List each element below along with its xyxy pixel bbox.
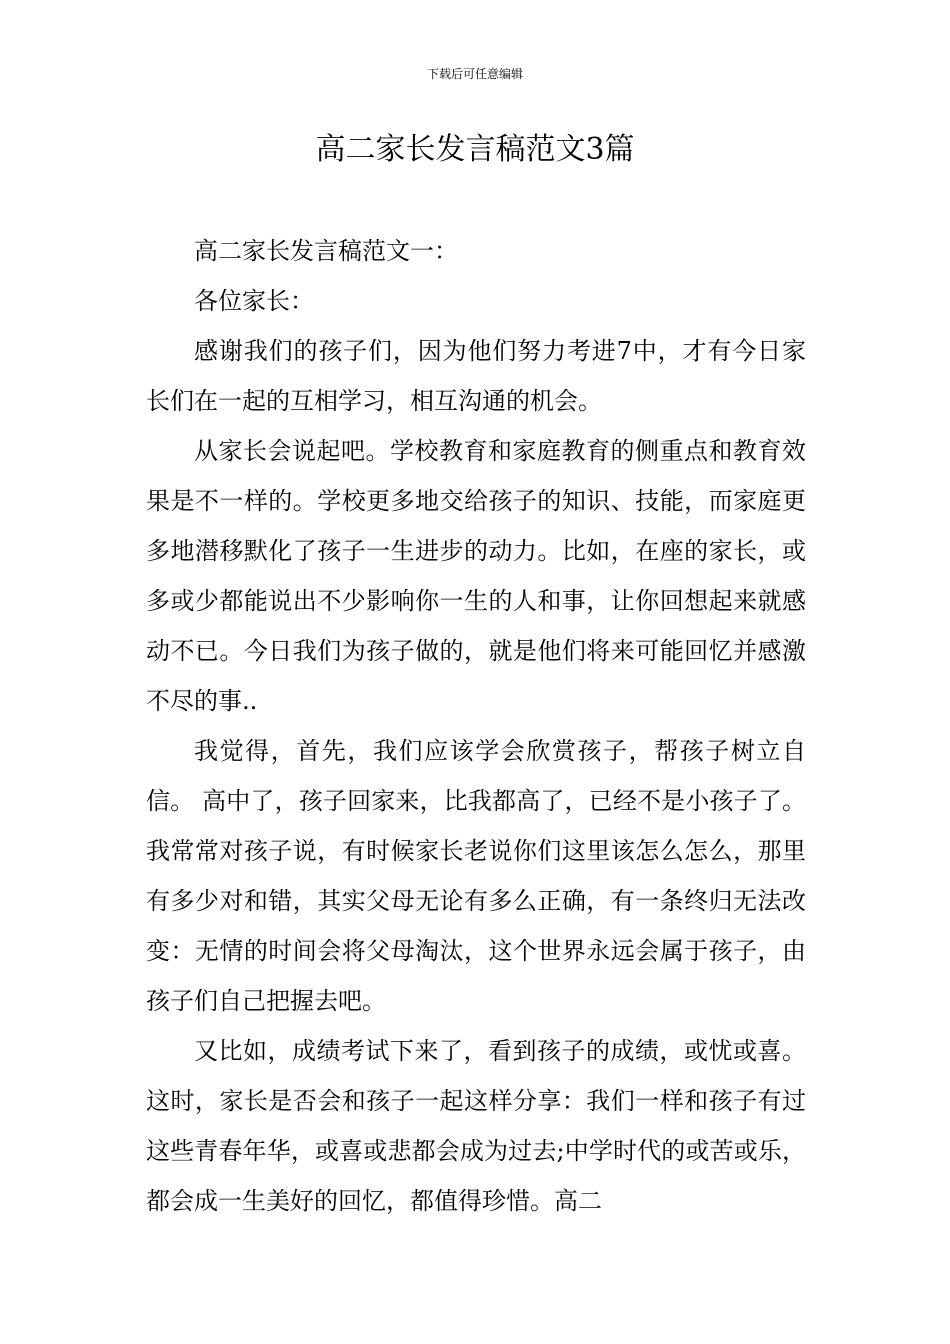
paragraph-salutation: 各位家长： [194, 287, 314, 315]
paragraph: 又比如，成绩考试下来了，看到孩子的成绩，或忧或喜。这时，家长是否会和孩子一起这样分享：我们一样和孩子有过这些青春年华，或喜或悲都会成为过去;中学时代的或苦或乐，都会成一生美好的回忆，都值得珍惜。高二 [146, 1037, 806, 1215]
paragraph: 我觉得，首先，我们应该学会欣赏孩子，帮孩子树立自信。 高中了，孩子回家来，比我都高了，已经不是小孩子了。我常常对孩子说，有时候家长老说你们这里该怎么怎么，那里有多少对和错，其实父母无论有多么正确，有一条终归无法改变：无情的时间会将父母淘汰，这个世界永远会属于孩子，由孩子们自己把握去吧。 [146, 737, 806, 1015]
paragraph: 从家长会说起吧。学校教育和家庭教育的侧重点和教育效果是不一样的。学校更多地交给孩子的知识、技能，而家庭更多地潜移默化了孩子一生进步的动力。比如，在座的家长，或多或少都能说出不少影响你一生的人和事，让你回想起来就感动不已。今日我们为孩子做的，就是他们将来可能回忆并感激不尽的事.. [146, 437, 806, 715]
header-note: 下载后可任意编辑 [426, 67, 523, 81]
document-title: 高二家长发言稿范文3篇 [315, 132, 635, 167]
paragraph: 感谢我们的孩子们，因为他们努力考进7中，才有今日家长们在一起的互相学习，相互沟通的机会。 [146, 337, 806, 415]
document-body [146, 226, 806, 1226]
paragraph-section-heading: 高二家长发言稿范文一： [194, 237, 458, 265]
